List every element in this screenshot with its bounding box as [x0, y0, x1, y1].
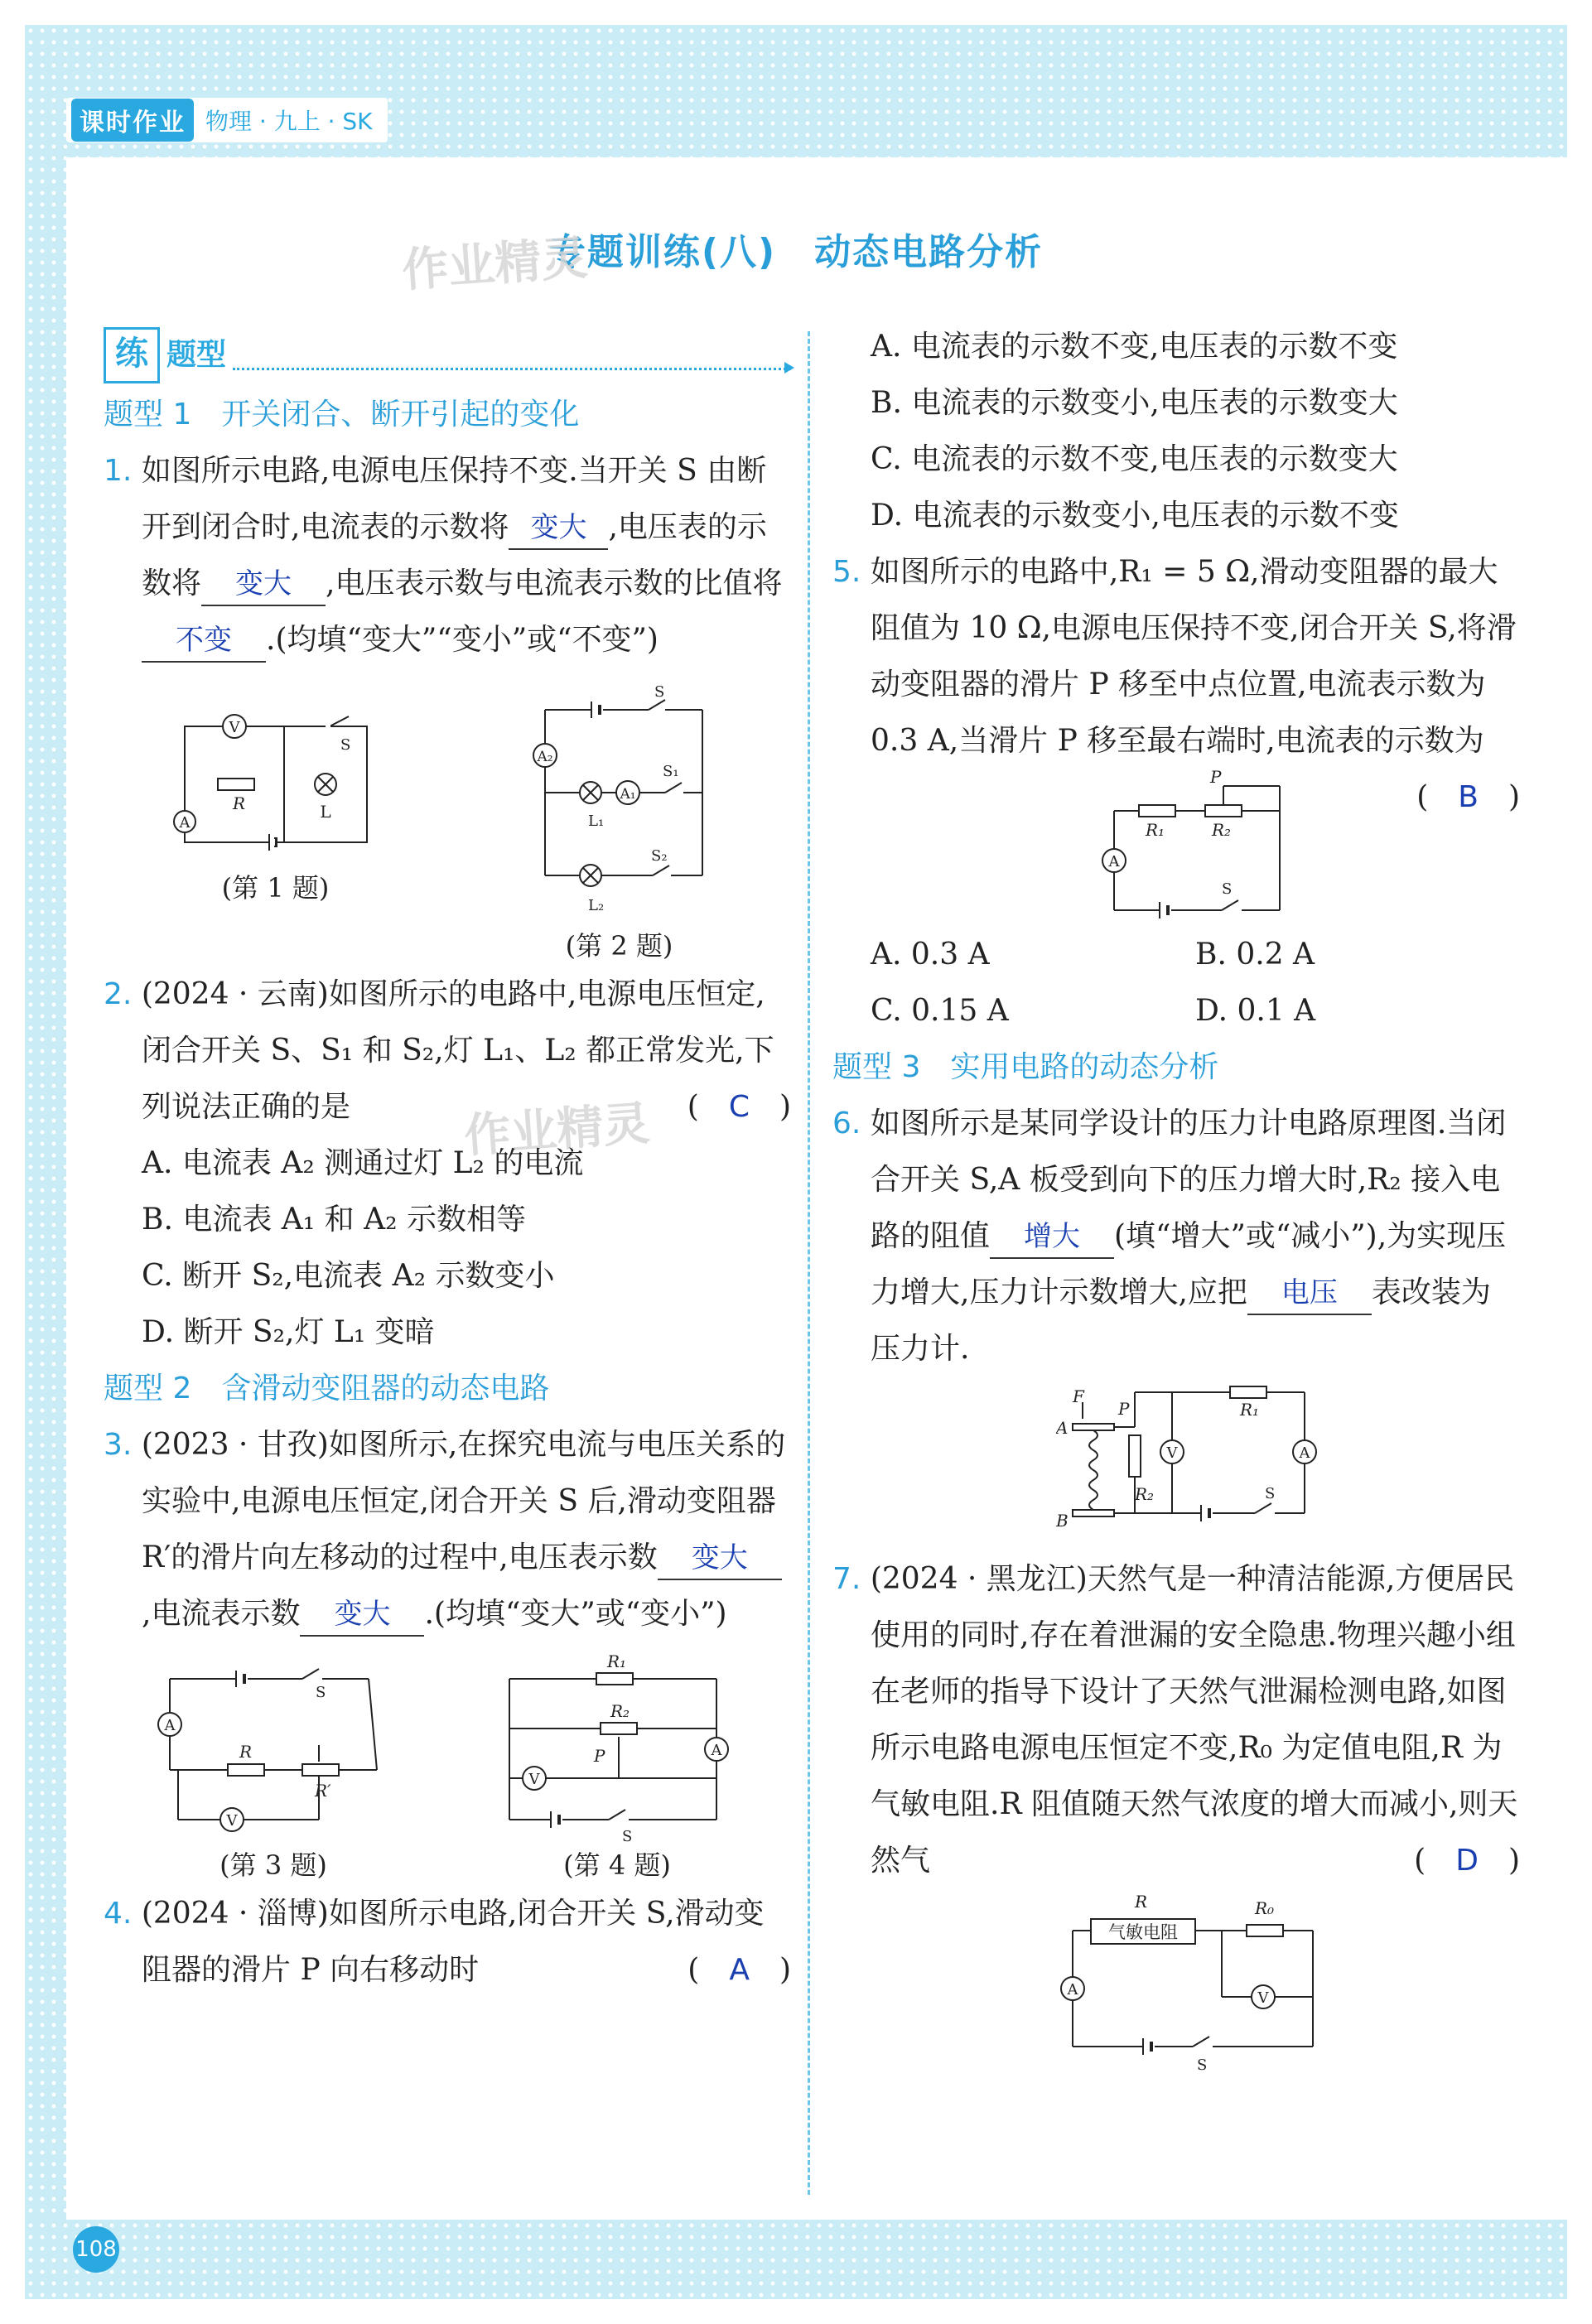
section-arrow [233, 368, 791, 370]
svg-text:S₂: S₂ [650, 847, 668, 865]
svg-text:R₂: R₂ [1212, 820, 1232, 840]
circuit-diagram-q6 [1056, 1377, 1338, 1551]
option: B. 0.2 A [1195, 938, 1315, 972]
option: B. 电流表 A₁ 和 A₂ 示数相等 [142, 1203, 526, 1237]
page-border-left [25, 25, 66, 2299]
type-heading-2: 题型 2 含滑动变阻器的动态电路 [104, 1372, 550, 1405]
option: D. 断开 S₂,灯 L₁ 变暗 [142, 1315, 435, 1349]
svg-text:A: A [1056, 1418, 1069, 1438]
section-header [104, 327, 791, 383]
book-header [66, 98, 388, 142]
option: C. 电流表的示数不变,电压表的示数变大 [871, 442, 1398, 476]
answer-blank: 变大 [201, 563, 326, 606]
options-row [832, 983, 1520, 1039]
circuit-diagram-q1 [168, 685, 384, 867]
circuit-diagram-q4 [493, 1654, 741, 1844]
question-7: 7. (2024 · 黑龙江)天然气是一种清洁能源,方便居民使用的同时,存在着泄漏的安全隐患.物理兴趣小组在老师的指导下设计了天然气泄漏检测电路,如图所示电路电源电压恒定不变,R₀ 为定值电阻,R 为气敏电阻.R 阻值随天然气浓度的增大而减小,则天然气 ( D ) [832, 1562, 1520, 1878]
choice-answer: C [728, 1090, 750, 1124]
options-row [832, 927, 1520, 983]
svg-text:A: A [1299, 1444, 1310, 1462]
svg-text:P: P [1118, 1399, 1130, 1419]
svg-text:V: V [1257, 1989, 1269, 2007]
svg-text:R: R [239, 1742, 253, 1762]
right-column [832, 319, 1520, 2071]
svg-text:R₁: R₁ [607, 1654, 627, 1671]
book-logo: 课时作业 [71, 99, 194, 142]
option: D. 电流表的示数变小,电压表的示数不变 [871, 499, 1399, 533]
page-border-bottom [25, 2220, 1567, 2299]
question-1: 1. 如图所示电路,电源电压保持不变.当开关 S 由断开到闭合时,电流表的示数将 变大 ,电压表的示数将 变大 ,电压表示数与电流表示数的比值将不变 .(均填“变大”“变小”或“不变”) [104, 443, 791, 668]
page-number: 108 [73, 2226, 119, 2273]
figure-row-3-4 [104, 1654, 791, 1886]
svg-text:R₁: R₁ [1240, 1400, 1260, 1420]
answer-blank: 变大 [300, 1594, 424, 1637]
svg-text:A₂: A₂ [536, 749, 553, 765]
question-6: 6. 如图所示是某同学设计的压力计电路原理图.当闭合开关 S,A 板受到向下的压力增大时,R₂ 接入电路的阻值 增大 (填“增大”或“减小”),为实现压力增大,压力计示数增大,应把 电压 表改装为压力计. [832, 1107, 1507, 1366]
watermark: 作业精灵 [462, 1097, 652, 1164]
svg-text:R₂: R₂ [1135, 1484, 1155, 1504]
svg-text:R′: R′ [315, 1781, 331, 1801]
section-label: 题型 [166, 338, 227, 372]
svg-text:S: S [622, 1828, 633, 1844]
option: A. 电流表 A₂ 测通过灯 L₂ 的电流 [142, 1146, 584, 1180]
option: A. 0.3 A [871, 938, 990, 972]
choice-answer: A [729, 1953, 750, 1987]
svg-text:P: P [594, 1746, 605, 1766]
svg-text:S: S [1222, 880, 1233, 898]
svg-text:A: A [1067, 1981, 1078, 1999]
svg-text:P: P [1210, 769, 1222, 787]
svg-text:A₁: A₁ [619, 786, 636, 803]
svg-text:V: V [528, 1771, 540, 1788]
svg-text:S: S [316, 1684, 326, 1701]
option: A. 电流表的示数不变,电压表的示数不变 [871, 330, 1398, 364]
svg-text:R: R [232, 793, 245, 813]
figure-caption: (第 1 题) [221, 872, 330, 904]
answer-blank: 变大 [658, 1537, 782, 1580]
option: C. 断开 S₂,电流表 A₂ 示数变小 [142, 1259, 555, 1293]
svg-text:R₂: R₂ [610, 1701, 630, 1721]
option: B. 电流表的示数变小,电压表的示数变大 [871, 386, 1398, 420]
answer-blank: 不变 [142, 620, 266, 663]
watermark: 作业精灵 [400, 231, 590, 298]
figure-q2 [512, 685, 727, 967]
svg-text:A: A [164, 1717, 176, 1734]
left-column [104, 327, 791, 1999]
question-4: 4. (2024 · 淄博)如图所示电路,闭合开关 S,滑动变阻器的滑片 P 向右移动时 ( A ) [104, 1897, 791, 1987]
answer-blank: 增大 [990, 1216, 1114, 1259]
svg-text:气敏电阻: 气敏电阻 [1108, 1922, 1178, 1942]
circuit-diagram-q3 [153, 1654, 393, 1844]
svg-text:S: S [1197, 2056, 1208, 2071]
figure-q1 [168, 685, 384, 909]
book-subtitle: 物理 · 九上 · SK [205, 108, 373, 135]
page-title: 专题训练(八) 动态电路分析 [548, 231, 1044, 273]
svg-text:L₂: L₂ [587, 897, 604, 914]
column-divider [808, 331, 810, 2195]
question-5: 5. 如图所示的电路中,R₁ = 5 Ω,滑动变阻器的最大阻值为 10 Ω,电源电压保持不变,闭合开关 S,将滑动变阻器的滑片 P 移至中点位置,电流表示数为 0.3 A,当滑片 P 移至最右端时,电流表的示数为 ( B ) [832, 555, 1520, 814]
figure-q7 [832, 1889, 1520, 2071]
svg-text:R: R [1135, 1892, 1148, 1912]
figure-caption: (第 4 题) [563, 1849, 671, 1881]
figure-q3 [153, 1654, 393, 1886]
choice-answer: B [1458, 780, 1479, 814]
choice-answer: D [1455, 1844, 1479, 1878]
svg-text:S: S [1265, 1485, 1276, 1502]
figure-caption: (第 3 题) [220, 1849, 327, 1881]
svg-text:S₁: S₁ [662, 763, 679, 780]
svg-text:S: S [654, 685, 664, 701]
svg-text:A: A [179, 814, 190, 832]
svg-text:R₁: R₁ [1146, 820, 1165, 840]
circuit-diagram-q5 [1081, 769, 1296, 927]
svg-text:B: B [1056, 1511, 1069, 1531]
figure-q4 [493, 1654, 741, 1886]
svg-text:F: F [1073, 1386, 1084, 1406]
circuit-diagram-q7 [1048, 1889, 1329, 2071]
answer-blank: 电压 [1247, 1272, 1372, 1315]
svg-text:R₀: R₀ [1255, 1898, 1275, 1918]
section-badge: 练 [104, 327, 160, 383]
figure-row-1-2 [104, 685, 791, 967]
svg-text:V: V [229, 719, 239, 736]
figure-q6 [832, 1377, 1520, 1551]
question-2: 2. (2024 · 云南)如图所示的电路中,电源电压恒定,闭合开关 S、S₁ 和 S₂,灯 L₁、L₂ 都正常发光,下列说法正确的是 ( C ) [104, 977, 791, 1124]
svg-text:V: V [1166, 1444, 1178, 1462]
answer-blank: 变大 [509, 507, 608, 550]
svg-text:S: S [340, 736, 350, 754]
svg-text:A: A [711, 1742, 722, 1759]
svg-text:L: L [319, 802, 331, 822]
svg-text:L₁: L₁ [587, 812, 604, 830]
svg-text:V: V [226, 1812, 238, 1830]
svg-text:A: A [1108, 853, 1120, 870]
figure-caption: (第 2 题) [565, 930, 673, 962]
option: D. 0.1 A [1195, 994, 1316, 1028]
type-heading-3: 题型 3 实用电路的动态分析 [832, 1050, 1219, 1084]
circuit-diagram-q2 [512, 685, 727, 925]
type-heading-1: 题型 1 开关闭合、断开引起的变化 [104, 398, 580, 432]
option: C. 0.15 A [871, 994, 1009, 1028]
question-3: 3. (2023 · 甘孜)如图所示,在探究电流与电压关系的实验中,电源电压恒定,闭合开关 S 后,滑动变阻器 R′的滑片向左移动的过程中,电压表示数 变大,电流表示数 变大 .(均填“变大”或“变小”) [104, 1417, 791, 1642]
